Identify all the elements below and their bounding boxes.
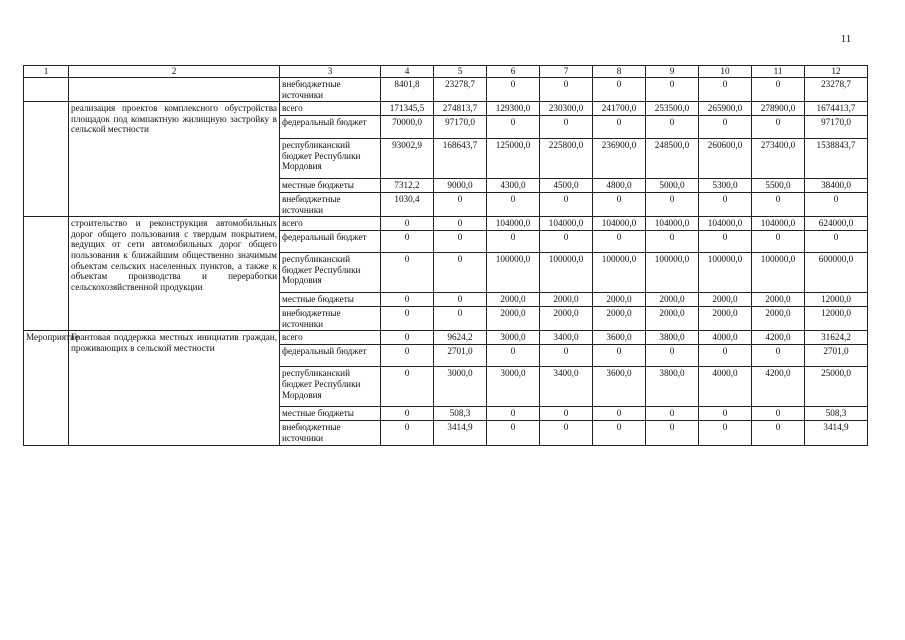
header-cell: 7	[540, 66, 593, 78]
amount-cell: 125000,0	[487, 139, 540, 179]
amount-cell: 2701,0	[434, 345, 487, 367]
amount-cell: 0	[540, 421, 593, 445]
amount-cell: 0	[752, 407, 805, 421]
amount-cell: 2000,0	[646, 293, 699, 307]
amount-cell: 129300,0	[487, 102, 540, 116]
amount-cell: 241700,0	[593, 102, 646, 116]
amount-cell: 9624,2	[434, 331, 487, 345]
amount-cell: 0	[593, 407, 646, 421]
amount-cell: 23278,7	[805, 78, 868, 102]
amount-cell: 0	[646, 345, 699, 367]
header-cell: 1	[24, 66, 69, 78]
amount-cell: 97170,0	[805, 116, 868, 139]
amount-cell: 0	[381, 421, 434, 445]
header-cell: 3	[280, 66, 381, 78]
amount-cell: 0	[752, 421, 805, 445]
funding-source-cell: внебюджетные источники	[280, 307, 381, 331]
amount-cell: 0	[752, 231, 805, 253]
amount-cell: 9000,0	[434, 179, 487, 193]
amount-cell: 3600,0	[593, 367, 646, 407]
header-cell: 4	[381, 66, 434, 78]
amount-cell: 3800,0	[646, 331, 699, 345]
header-cell: 12	[805, 66, 868, 78]
amount-cell: 0	[646, 193, 699, 217]
amount-cell: 12000,0	[805, 307, 868, 331]
amount-cell: 2000,0	[593, 307, 646, 331]
header-cell: 8	[593, 66, 646, 78]
amount-cell: 104000,0	[699, 217, 752, 231]
amount-cell: 4000,0	[699, 331, 752, 345]
amount-cell: 2000,0	[540, 293, 593, 307]
activity-type-cell	[24, 78, 69, 102]
amount-cell: 70000,0	[381, 116, 434, 139]
amount-cell: 0	[646, 407, 699, 421]
amount-cell: 0	[646, 78, 699, 102]
amount-cell: 0	[593, 78, 646, 102]
amount-cell: 0	[434, 307, 487, 331]
amount-cell: 104000,0	[646, 217, 699, 231]
amount-cell: 0	[381, 331, 434, 345]
amount-cell: 2000,0	[540, 307, 593, 331]
amount-cell: 0	[540, 345, 593, 367]
amount-cell: 278900,0	[752, 102, 805, 116]
table-row	[24, 217, 868, 231]
amount-cell: 31624,2	[805, 331, 868, 345]
amount-cell: 104000,0	[593, 217, 646, 231]
header-cell: 2	[69, 66, 280, 78]
amount-cell: 2000,0	[487, 293, 540, 307]
amount-cell: 5500,0	[752, 179, 805, 193]
amount-cell: 0	[699, 231, 752, 253]
amount-cell: 4000,0	[699, 367, 752, 407]
amount-cell: 104000,0	[752, 217, 805, 231]
amount-cell: 0	[381, 307, 434, 331]
amount-cell: 0	[699, 407, 752, 421]
amount-cell: 0	[487, 78, 540, 102]
amount-cell: 0	[805, 231, 868, 253]
amount-cell: 3000,0	[487, 331, 540, 345]
amount-cell: 3800,0	[646, 367, 699, 407]
amount-cell: 23278,7	[434, 78, 487, 102]
amount-cell: 0	[752, 78, 805, 102]
amount-cell: 0	[487, 231, 540, 253]
amount-cell: 3400,0	[540, 367, 593, 407]
amount-cell: 0	[646, 231, 699, 253]
amount-cell: 600000,0	[805, 253, 868, 293]
table-row	[24, 102, 868, 116]
amount-cell: 0	[593, 345, 646, 367]
activity-type-cell: Мероприятие	[24, 331, 69, 445]
amount-cell: 0	[381, 231, 434, 253]
amount-cell: 230300,0	[540, 102, 593, 116]
amount-cell: 0	[540, 407, 593, 421]
amount-cell: 0	[540, 78, 593, 102]
amount-cell: 0	[593, 231, 646, 253]
amount-cell: 100000,0	[540, 253, 593, 293]
header-cell: 9	[646, 66, 699, 78]
activity-description-cell: строительство и реконструкция автомобильных дорог общего пользования с твердым покрытием, ведущих от сети автомобильных дорог общего пользования к ближайшим общественно значимым объектам сельских населенных пунктов, а также к объектам производства и переработки сельскохозяйственной продукции	[69, 217, 280, 331]
activity-type-cell	[24, 217, 69, 331]
funding-source-cell: федеральный бюджет	[280, 345, 381, 367]
activity-description-cell: Грантовая поддержка местных инициатив граждан, проживающих в сельской местности	[69, 331, 280, 445]
funding-source-cell: всего	[280, 217, 381, 231]
amount-cell: 171345,5	[381, 102, 434, 116]
amount-cell: 253500,0	[646, 102, 699, 116]
amount-cell: 0	[381, 253, 434, 293]
amount-cell: 4500,0	[540, 179, 593, 193]
amount-cell: 0	[646, 421, 699, 445]
budget-table	[23, 65, 868, 446]
amount-cell: 0	[434, 231, 487, 253]
amount-cell: 0	[593, 193, 646, 217]
amount-cell: 0	[699, 193, 752, 217]
header-row	[24, 66, 868, 78]
amount-cell: 100000,0	[487, 253, 540, 293]
amount-cell: 3000,0	[434, 367, 487, 407]
amount-cell: 508,3	[434, 407, 487, 421]
amount-cell: 0	[699, 345, 752, 367]
activity-description-cell	[69, 78, 280, 102]
amount-cell: 0	[540, 116, 593, 139]
amount-cell: 2701,0	[805, 345, 868, 367]
amount-cell: 0	[487, 421, 540, 445]
funding-source-cell: республиканский бюджет Республики Мордовия	[280, 139, 381, 179]
amount-cell: 100000,0	[593, 253, 646, 293]
amount-cell: 273400,0	[752, 139, 805, 179]
amount-cell: 0	[487, 193, 540, 217]
table-row	[24, 78, 868, 102]
amount-cell: 0	[699, 78, 752, 102]
amount-cell: 0	[381, 293, 434, 307]
funding-source-cell: местные бюджеты	[280, 293, 381, 307]
funding-source-cell: всего	[280, 102, 381, 116]
amount-cell: 265900,0	[699, 102, 752, 116]
amount-cell: 0	[434, 193, 487, 217]
amount-cell: 7312,2	[381, 179, 434, 193]
funding-source-cell: федеральный бюджет	[280, 116, 381, 139]
amount-cell: 1538843,7	[805, 139, 868, 179]
amount-cell: 0	[646, 116, 699, 139]
amount-cell: 0	[593, 421, 646, 445]
amount-cell: 3414,9	[434, 421, 487, 445]
amount-cell: 248500,0	[646, 139, 699, 179]
funding-source-cell: всего	[280, 331, 381, 345]
amount-cell: 274813,7	[434, 102, 487, 116]
amount-cell: 1674413,7	[805, 102, 868, 116]
amount-cell: 2000,0	[699, 293, 752, 307]
amount-cell: 100000,0	[646, 253, 699, 293]
amount-cell: 100000,0	[699, 253, 752, 293]
amount-cell: 0	[434, 217, 487, 231]
amount-cell: 5300,0	[699, 179, 752, 193]
amount-cell: 2000,0	[487, 307, 540, 331]
amount-cell: 2000,0	[699, 307, 752, 331]
amount-cell: 0	[434, 293, 487, 307]
header-cell: 5	[434, 66, 487, 78]
amount-cell: 0	[540, 193, 593, 217]
funding-source-cell: местные бюджеты	[280, 179, 381, 193]
amount-cell: 508,3	[805, 407, 868, 421]
header-cell: 11	[752, 66, 805, 78]
amount-cell: 4200,0	[752, 367, 805, 407]
amount-cell: 93002,9	[381, 139, 434, 179]
amount-cell: 2000,0	[593, 293, 646, 307]
amount-cell: 5000,0	[646, 179, 699, 193]
amount-cell: 3400,0	[540, 331, 593, 345]
amount-cell: 3414,9	[805, 421, 868, 445]
funding-source-cell: внебюджетные источники	[280, 78, 381, 102]
amount-cell: 38400,0	[805, 179, 868, 193]
amount-cell: 104000,0	[487, 217, 540, 231]
header-cell: 10	[699, 66, 752, 78]
amount-cell: 0	[381, 407, 434, 421]
funding-source-cell: федеральный бюджет	[280, 231, 381, 253]
amount-cell: 0	[593, 116, 646, 139]
amount-cell: 97170,0	[434, 116, 487, 139]
amount-cell: 3000,0	[487, 367, 540, 407]
amount-cell: 0	[805, 193, 868, 217]
amount-cell: 0	[487, 345, 540, 367]
amount-cell: 2000,0	[752, 293, 805, 307]
amount-cell: 12000,0	[805, 293, 868, 307]
amount-cell: 104000,0	[540, 217, 593, 231]
funding-source-cell: внебюджетные источники	[280, 193, 381, 217]
funding-source-cell: республиканский бюджет Республики Мордовия	[280, 367, 381, 407]
amount-cell: 0	[487, 116, 540, 139]
page-number: 11	[840, 33, 852, 45]
amount-cell: 168643,7	[434, 139, 487, 179]
amount-cell: 0	[381, 217, 434, 231]
amount-cell: 4300,0	[487, 179, 540, 193]
table-row	[24, 331, 868, 345]
funding-source-cell: местные бюджеты	[280, 407, 381, 421]
amount-cell: 100000,0	[752, 253, 805, 293]
amount-cell: 2000,0	[646, 307, 699, 331]
amount-cell: 0	[381, 345, 434, 367]
amount-cell: 0	[699, 116, 752, 139]
activity-type-cell	[24, 102, 69, 217]
amount-cell: 25000,0	[805, 367, 868, 407]
header-cell: 6	[487, 66, 540, 78]
amount-cell: 0	[381, 367, 434, 407]
amount-cell: 1030,4	[381, 193, 434, 217]
amount-cell: 0	[434, 253, 487, 293]
amount-cell: 0	[699, 421, 752, 445]
amount-cell: 8401,8	[381, 78, 434, 102]
amount-cell: 0	[487, 407, 540, 421]
amount-cell: 2000,0	[752, 307, 805, 331]
activity-description-cell: реализация проектов комплексного обустройства площадок под компактную жилищную застройку в сельской местности	[69, 102, 280, 217]
amount-cell: 225800,0	[540, 139, 593, 179]
funding-source-cell: республиканский бюджет Республики Мордовия	[280, 253, 381, 293]
amount-cell: 0	[540, 231, 593, 253]
amount-cell: 260600,0	[699, 139, 752, 179]
amount-cell: 0	[752, 193, 805, 217]
amount-cell: 4800,0	[593, 179, 646, 193]
funding-source-cell: внебюджетные источники	[280, 421, 381, 445]
amount-cell: 3600,0	[593, 331, 646, 345]
amount-cell: 0	[752, 116, 805, 139]
amount-cell: 624000,0	[805, 217, 868, 231]
amount-cell: 236900,0	[593, 139, 646, 179]
amount-cell: 4200,0	[752, 331, 805, 345]
amount-cell: 0	[752, 345, 805, 367]
